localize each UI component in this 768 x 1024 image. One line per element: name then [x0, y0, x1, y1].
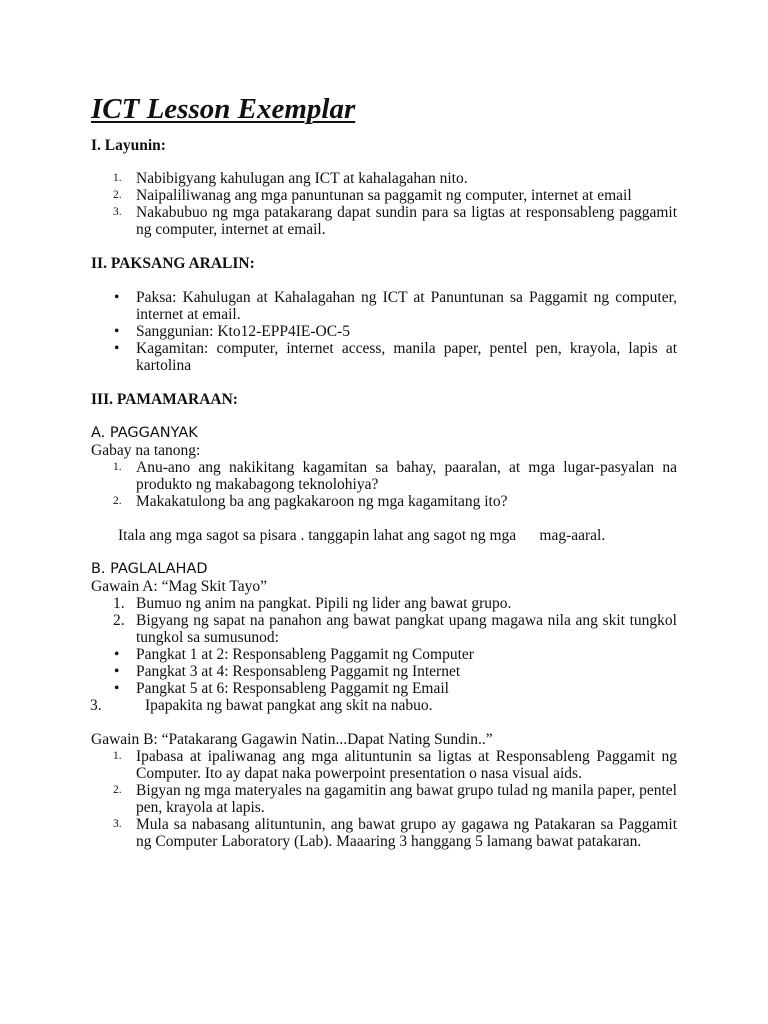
list-item: • Paksa: Kahulugan at Kahalagahan ng ICT at Panuntunan sa Paggamit ng computer, internet at email. [114, 289, 677, 323]
subheading-pagganyak: A. PAGGANYAK [91, 425, 198, 441]
gawain-b-list [91, 748, 677, 850]
list-item: • Sanggunian: Kto12-EPP4IE-OC-5 [114, 323, 350, 340]
list-item: • Pangkat 1 at 2: Responsableng Paggamit ng Computer [114, 646, 474, 663]
list-item: 3. Nakabubuo ng mga patakarang dapat sundin para sa ligtas at responsableng paggamit ng computer, internet at email. [113, 204, 677, 238]
pagganyak-list [91, 459, 677, 510]
document-title: ICT Lesson Exemplar [91, 93, 356, 125]
gabay-label: Gabay na tanong: [91, 442, 201, 459]
gawain-a-bullets [91, 646, 677, 697]
section-heading-paksang-aralin: II. PAKSANG ARALIN: [91, 255, 255, 272]
list-item: 2. Makakatulong ba ang pagkakaroon ng mga kagamitang ito? [113, 493, 508, 510]
list-item: 2. Bigyang ng sapat na panahon ang bawat pangkat upang magawa nila ang skit tungkol tungkol sa sumusunod: [113, 612, 677, 646]
paksang-aralin-list [91, 289, 677, 374]
gawain-a-list-continued [91, 697, 677, 714]
subheading-paglalahad: B. PAGLALAHAD [91, 561, 208, 577]
list-item: • Kagamitan: computer, internet access, manila paper, pentel pen, krayola, lapis at kartolina [114, 340, 677, 374]
list-item: 2. Naipaliliwanag ang mga panuntunan sa paggamit ng computer, internet at email [113, 187, 632, 204]
list-item: 1. Bumuo ng anim na pangkat. Pipili ng lider ang bawat grupo. [113, 595, 512, 612]
gawain-b-title: Gawain B: “Patakarang Gagawin Natin...Dapat Nating Sundin..” [91, 731, 493, 748]
document-page [91, 92, 677, 850]
list-item: 1. Nabibigyang kahulugan ang ICT at kahalagahan nito. [113, 170, 468, 187]
pagganyak-note: Itala ang mga sagot sa pisara . tanggapin lahat ang sagot ng mga mag-aaral. [118, 527, 606, 544]
list-item: 3. Ipapakita ng bawat pangkat ang skit na nabuo. [90, 697, 433, 714]
section-heading-layunin: I. Layunin: [91, 137, 166, 154]
section-heading-pamamaraan: III. PAMAMARAAN: [91, 391, 238, 408]
gawain-a-list [91, 595, 677, 646]
layunin-list [91, 170, 677, 238]
list-item: 1. Ipabasa at ipaliwanag ang mga alituntunin sa ligtas at Responsableng Paggamit ng Computer. Ito ay dapat naka powerpoint presentation o nasa visual aids. [113, 748, 677, 782]
list-item: 2. Bigyan ng mga materyales na gagamitin ang bawat grupo tulad ng manila paper, pentel pen, krayola at lapis. [113, 782, 677, 816]
gawain-a-title: Gawain A: “Mag Skit Tayo” [91, 578, 267, 595]
list-item: • Pangkat 5 at 6: Responsableng Paggamit ng Email [114, 680, 449, 697]
list-item: 1. Anu-ano ang nakikitang kagamitan sa bahay, paaralan, at mga lugar-pasyalan na produkto ng makabagong teknolohiya? [113, 459, 677, 493]
list-item: 3. Mula sa nabasang alituntunin, ang bawat grupo ay gagawa ng Patakaran sa Paggamit ng Computer Laboratory (Lab). Maaaring 3 hanggang 5 lamang bawat patakaran. [113, 816, 677, 850]
list-item: • Pangkat 3 at 4: Responsableng Paggamit ng Internet [114, 663, 461, 680]
